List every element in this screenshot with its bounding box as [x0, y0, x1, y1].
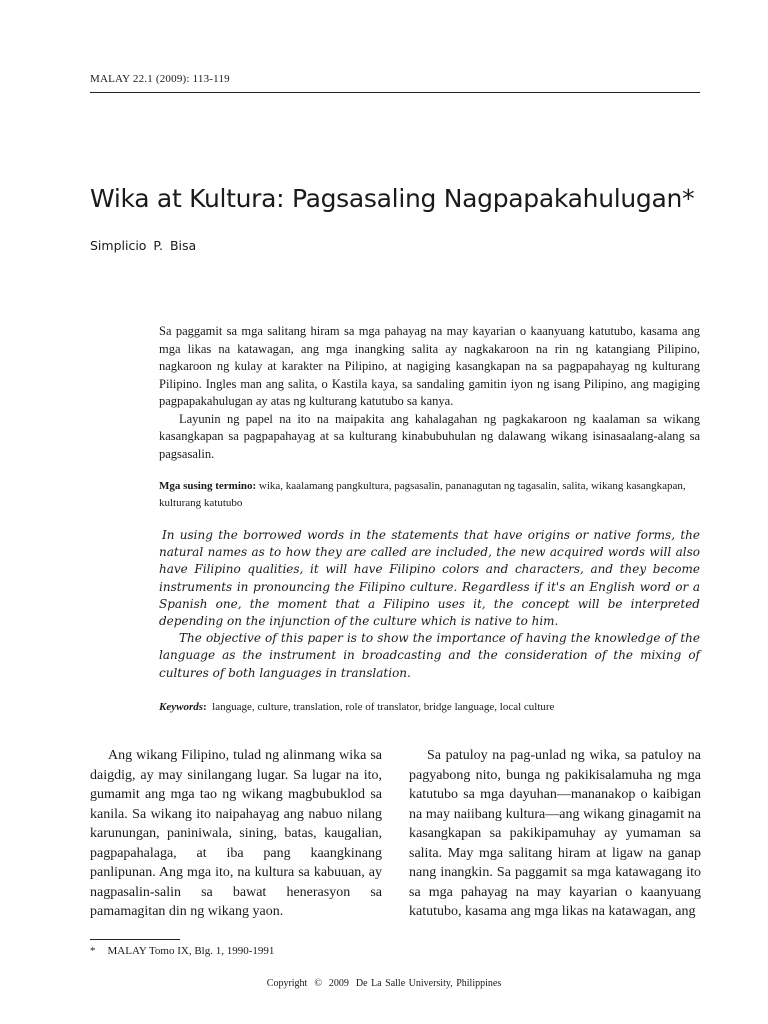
abstract-fil-paragraph-1: Sa paggamit sa mga salitang hiram sa mga pahayag na may kayarian o kaanyuang katutubo, kasama ang mga likas na katawagan, ang mga inangking salita ay nagkakaroon na rin ng katangiang Pilipino, nagkaroon ng kulay at karakter na Pilipino, at nagiging kasangkapan na sa pagpapahayag ng kulturang Pilipino. Ingles man ang salita, o Kastila kaya, sa sandaling gamitin iyon ng isang Pilipino, ang magiging pagpapakahulugan ay atas ng kulturang katutubo sa kanya. [159, 324, 700, 408]
abstract-english [159, 527, 700, 682]
abstract-en-paragraph-1: In using the borrowed words in the statements that have origins or native forms, the natural names as to how they are called are included, the new acquired words will also have Filipino qualities, it will have Filipino colors and characters, and they become instruments in pronouncing the Filipino culture. Regardless if it's an English word or a Spanish one, the moment that a Filipino uses it, the concept will be interpreted depending on the injunction of the culture which is native to him. [159, 528, 700, 629]
copyright-footer: Copyright © 2009 De La Salle University, Philippines [266, 978, 502, 989]
article-author: Simplicio P. Bisa [90, 238, 197, 253]
body-column-left [90, 746, 382, 922]
keywords-english [159, 699, 700, 716]
keywords-en-label: Keywords [159, 701, 203, 713]
keywords-fil-list: wika, kaalamang pangkultura, pagsasalin, pananagutan ng tagasalin, salita, wikang kasangkapan, kulturang katutubo [159, 480, 686, 509]
body-left-paragraph: Ang wikang Filipino, tulad ng alinmang wika sa daigdig, ay may sinilangang lugar. Sa lugar na ito, gumamit ang mga tao ng wikang magbubuklod sa kanila. Sa wikang ito naipahayag ang nabuo nilang karunungan, paniniwala, sining, batas, kaugalian, pagpapahalaga, at iba pang kaangkinang panlipunan. Ang mga ito, na kultura sa kabuuan, ay nagpasalin-salin sa bawat henerasyon sa pamamagitan din ng wikang yaon. [90, 748, 382, 919]
running-header: MALAY 22.1 (2009): 113-119 [90, 73, 230, 85]
abstract-fil-paragraph-2: Layunin ng papel na ito na maipakita ang kahalagahan ng pagkakaroon ng kaalaman sa wikang kasangkapan sa pagpapahayag at sa kulturang kinabubuhulan ng dalawang wikang isinasaalang-alang sa pagsasalin. [159, 411, 700, 461]
body-column-right [409, 746, 701, 922]
keywords-fil-label: Mga susing termino: [159, 480, 257, 492]
footnote-text: MALAY Tomo IX, Blg. 1, 1990-1991 [107, 945, 275, 957]
abstract-filipino [159, 323, 700, 463]
keywords-en-colon: : [203, 701, 207, 713]
footnote [90, 945, 274, 957]
abstract-en-paragraph-2: The objective of this paper is to show the importance of having the knowledge of the language as the instrument in broadcasting and the consideration of the mixing of cultures of both languages in translation. [159, 631, 700, 680]
header-rule [90, 92, 700, 93]
keywords-en-list: language, culture, translation, role of translator, bridge language, local culture [206, 701, 555, 713]
body-right-paragraph: Sa patuloy na pag-unlad ng wika, sa patuloy na pagyabong nito, bunga ng pakikisalamuha ng mga katutubo sa mga dayuhan—mananakop o kaibigan na may naiibang kultura—ang wikang ginagamit na kasangkapan sa pakikipamuhay ay yumaman sa salita. May mga salitang hiram at ligaw na ganap nang inangkin. Sa paggamit sa mga katawagang ito sa mga pahayag na may kayarian o kaanyuang katutubo, kasama ang mga likas na katawagan, ang [409, 748, 701, 919]
footnote-mark: * [90, 945, 96, 957]
article-title: Wika at Kultura: Pagsasaling Nagpapakahulugan* [90, 184, 695, 213]
keywords-filipino [159, 478, 700, 512]
footnote-rule [90, 939, 180, 940]
